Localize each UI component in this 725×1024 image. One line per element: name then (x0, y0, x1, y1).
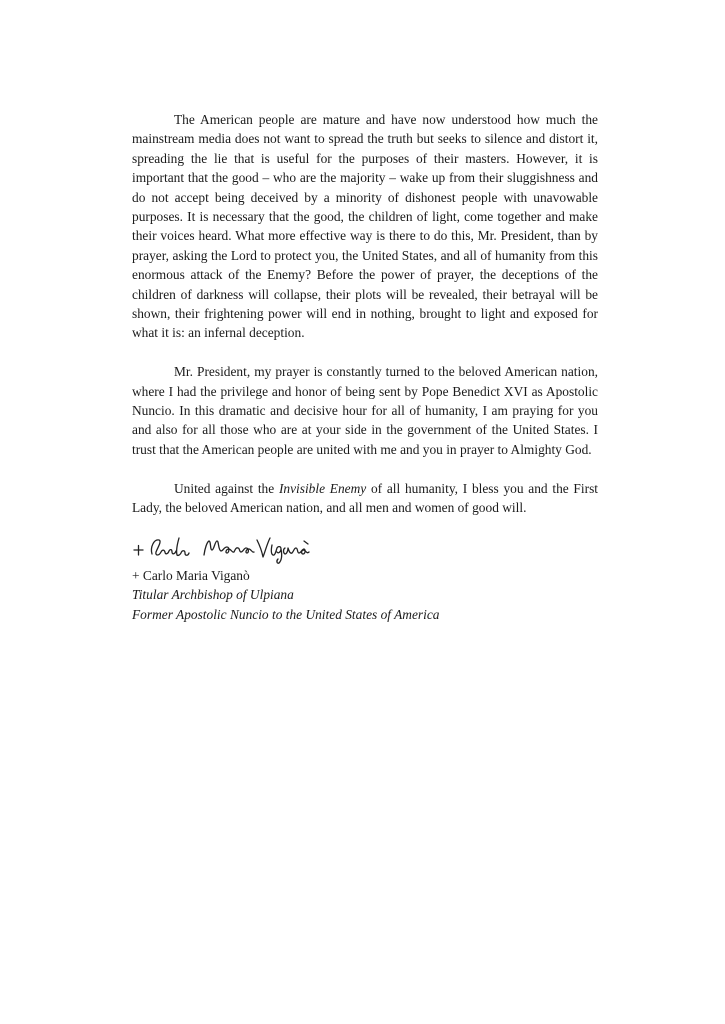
letter-paragraph-2: Mr. President, my prayer is constantly turned to the beloved American nation, where I had the privilege and honor of being sent by Pope Benedict XVI as Apostolic Nuncio. In this dramatic and decisive hour for all of humanity, I am praying for you and also for all those who are at your side in the government of the United States. I trust that the American people are united with me and you in prayer to Almighty God. (132, 364, 598, 457)
signatory-title: Titular Archbishop of Ulpiana (132, 587, 294, 603)
letter-paragraph-1: The American people are mature and have now understood how much the mainstream media does not want to spread the truth but seeks to silence and distort it, spreading the lie that is useful for the purposes of their masters. However, it is important that the good – who are the majority – wake up from their sluggishness and do not accept being deceived by a minority of dishonest people with unavowable purposes. It is necessary that the good, the children of light, come together and make their voices heard. What more effective way is there to do this, Mr. President, than by prayer, asking the Lord to protect you, the United States, and all of humanity from this enormous attack of the Enemy? Before the power of prayer, the deceptions of the children of darkness will collapse, their plots will be revealed, their betrayal will be shown, their frightening power will end in nothing, brought to light and exposed for what it is: an infernal deception. (132, 112, 598, 341)
paragraph-3-text-start: United against the (174, 480, 279, 496)
letter-paragraph-3 (132, 479, 598, 518)
letter-body (132, 110, 598, 537)
paragraph-3-text-end: of all humanity, I bless you and the First Lady, the beloved American nation, and all men and women of good will. (132, 480, 598, 516)
invisible-enemy-emphasis: Invisible Enemy (278, 480, 367, 496)
signatory-role: Former Apostolic Nuncio to the United States of America (132, 606, 440, 622)
handwritten-signature (132, 530, 372, 566)
signatory-name: + Carlo Maria Viganò (132, 568, 250, 583)
signature-block (132, 530, 598, 624)
